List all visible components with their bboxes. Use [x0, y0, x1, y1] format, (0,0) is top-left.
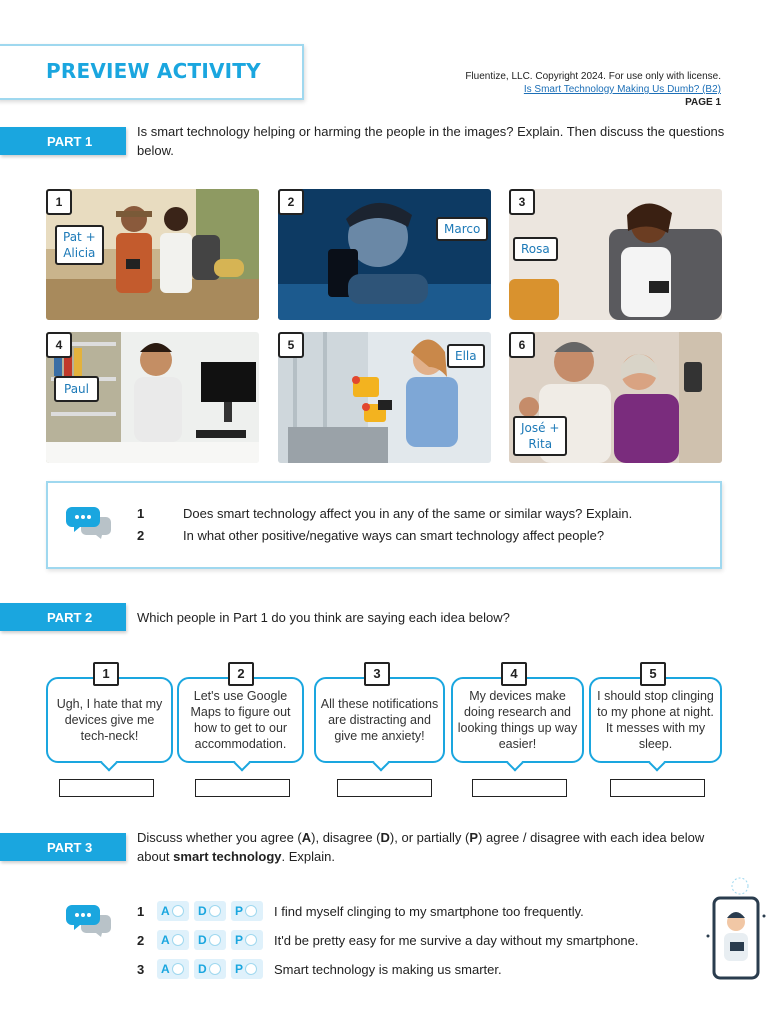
discussion-box	[46, 481, 722, 569]
bubble-number: 5	[640, 662, 666, 686]
name-tag: José + Rita	[513, 416, 567, 456]
speech-bubble: Let's use Google Maps to figure out how to get to our accommodation.	[177, 677, 304, 763]
speech-bubble: I should stop clinging to my phone at night. It messes with my sleep.	[589, 677, 722, 763]
bubble-number: 2	[228, 662, 254, 686]
name-tag: Pat + Alicia	[55, 225, 104, 265]
name-tag: Ella	[447, 344, 485, 368]
lesson-link[interactable]: Is Smart Technology Making Us Dumb? (B2)	[523, 84, 721, 95]
name-tag: Marco	[436, 217, 488, 241]
photo-number: 2	[278, 189, 304, 215]
statement-row: 1 A D P I find myself clinging to my smartphone too frequently.	[137, 900, 584, 922]
photo-number: 6	[509, 332, 535, 358]
chat-bubbles-icon	[66, 903, 112, 937]
option-agree[interactable]: A	[157, 901, 189, 921]
photo-phone-at-night	[278, 189, 491, 320]
bubble-number: 3	[364, 662, 390, 686]
name-tag: Rosa	[513, 237, 558, 261]
photo-number: 5	[278, 332, 304, 358]
option-partially[interactable]: P	[231, 959, 263, 979]
option-agree[interactable]: A	[157, 959, 189, 979]
answer-box[interactable]	[195, 779, 290, 797]
photo-number: 4	[46, 332, 72, 358]
part2-instruction: Which people in Part 1 do you think are saying each idea below?	[137, 610, 510, 625]
photo-number: 1	[46, 189, 72, 215]
copyright-text: Fluentize, LLC. Copyright 2024. For use only with license.	[465, 71, 721, 82]
option-disagree[interactable]: D	[194, 901, 226, 921]
man-in-phone-illustration	[700, 876, 768, 984]
speech-bubble: My devices make doing research and looking things up way easier!	[451, 677, 584, 763]
option-partially[interactable]: P	[231, 901, 263, 921]
statement-row: 3 A D P Smart technology is making us smarter.	[137, 958, 502, 980]
answer-box[interactable]	[610, 779, 705, 797]
option-disagree[interactable]: D	[194, 959, 226, 979]
bubble-number: 1	[93, 662, 119, 686]
page-number: PAGE 1	[685, 97, 721, 108]
discussion-question: 2 In what other positive/negative ways can smart technology affect people?	[137, 528, 605, 543]
photo-number: 3	[509, 189, 535, 215]
speech-bubble: All these notifications are distracting and give me anxiety!	[314, 677, 445, 763]
part1-instruction: Is smart technology helping or harming the people in the images? Explain. Then discuss the questions below.	[137, 124, 725, 158]
part3-label: PART 3	[0, 833, 126, 861]
speech-bubble: Ugh, I hate that my devices give me tech-neck!	[46, 677, 173, 763]
chat-bubbles-icon	[66, 505, 112, 539]
option-partially[interactable]: P	[231, 930, 263, 950]
option-agree[interactable]: A	[157, 930, 189, 950]
discussion-question: 1 Does smart technology affect you in any of the same or similar ways? Explain.	[137, 506, 633, 521]
answer-box[interactable]	[59, 779, 154, 797]
answer-box[interactable]	[472, 779, 567, 797]
statement-row: 2 A D P It'd be pretty easy for me survive a day without my smartphone.	[137, 929, 638, 951]
answer-box[interactable]	[337, 779, 432, 797]
bubble-number: 4	[501, 662, 527, 686]
copyright-block	[465, 70, 721, 109]
part2-label: PART 2	[0, 603, 126, 631]
part1-label: PART 1	[0, 127, 126, 155]
part3-instruction: Discuss whether you agree (A), disagree (D), or partially (P) agree / disagree with each idea below about smart technology. Explain.	[137, 830, 705, 864]
page-title: PREVIEW ACTIVITY	[46, 59, 261, 83]
name-tag: Paul	[54, 376, 99, 402]
option-disagree[interactable]: D	[194, 930, 226, 950]
